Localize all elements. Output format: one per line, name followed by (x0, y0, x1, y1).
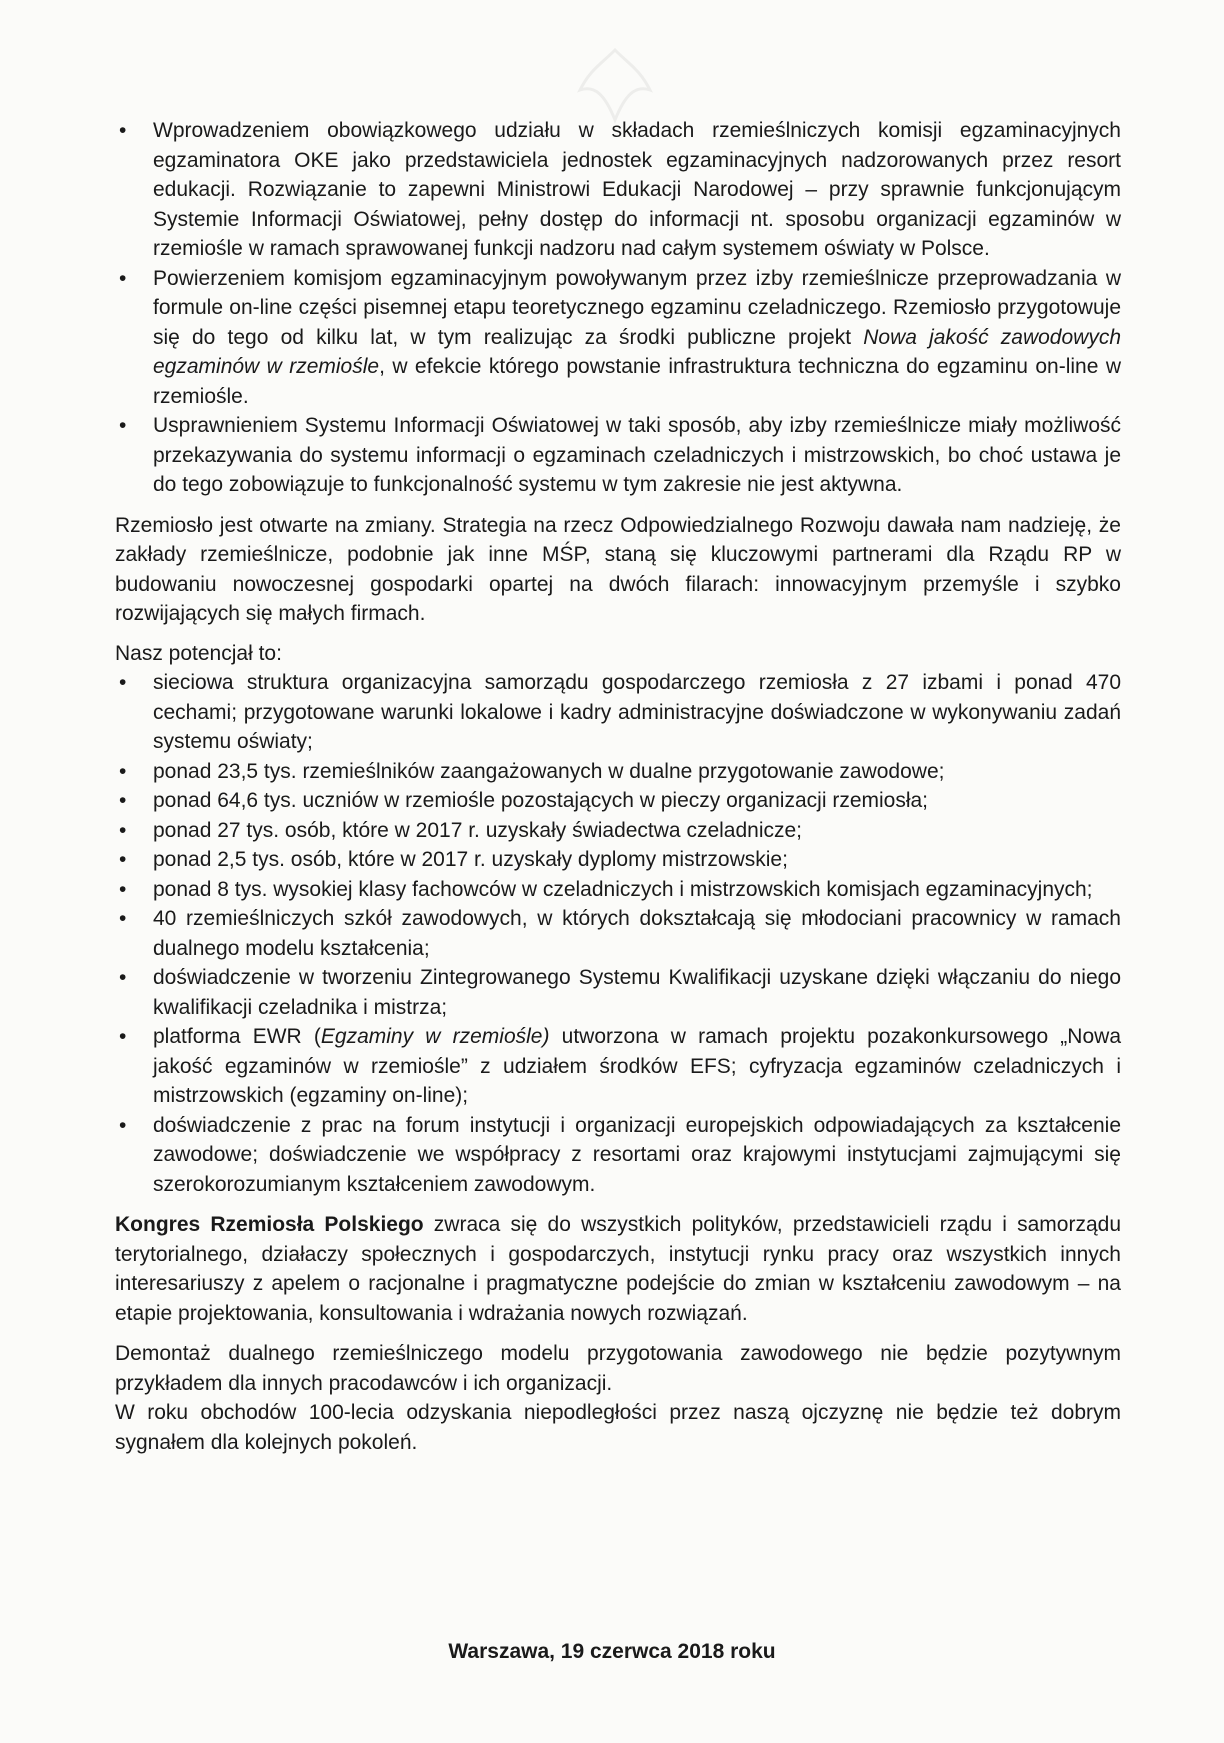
list-item-text: Usprawnieniem Systemu Informacji Oświatowej w taki sposób, aby izby rzemieślnicze miały możliwość przekazywania do systemu informacji o egzaminach czeladniczych i mistrzowskich, bo choć ustawa je do tego zobowiązuje to funkcjonalność systemu w tym zakresie nie jest aktywna. (153, 414, 1121, 496)
closing-paragraph-1: Demontaż dualnego rzemieślniczego modelu przygotowania zawodowego nie będzie pozytywnym przykładem dla innych pracodawców i ich organizacji. (115, 1342, 1121, 1395)
list-item-text: ponad 27 tys. osób, które w 2017 r. uzyskały świadectwa czeladnicze; (153, 818, 803, 842)
list-item (115, 786, 1121, 816)
appeal-text: zwraca się do wszystkich polityków, przedstawicieli rządu i samorządu terytorialnego, działaczy społecznych i gospodarczych, instytucji rynku pracy oraz wszystkich innych interesariuszy z apelem o racjonalne i pragmatyczne podejście do zmian w kształceniu zawodowym – na etapie projektowania, konsultowania i wdrażania nowych rozwiązań. (115, 1213, 1122, 1325)
list-item (115, 411, 1121, 500)
list-item-text: sieciowa struktura organizacyjna samorządu gospodarczego rzemiosła z 27 izbami i ponad 470 cechami; przygotowane warunki lokalowe i kadry administracyjne doświadczone w wykonywaniu zadań systemu oświaty; (153, 671, 1121, 753)
list-item-text: 40 rzemieślniczych szkół zawodowych, w których dokształcają się młodociani pracownicy w ramach dualnego modelu kształcenia; (153, 907, 1121, 960)
list-item (115, 845, 1121, 875)
list-item-text: doświadczenie w tworzeniu Zintegrowanego Systemu Kwalifikacji uzyskane dzięki włączaniu do niego kwalifikacji czeladnika i mistrza; (153, 966, 1121, 1019)
measures-list (115, 116, 1121, 500)
list-item (115, 875, 1121, 905)
place-date-line: Warszawa, 19 czerwca 2018 roku (448, 1640, 776, 1663)
closing-paragraph-2: W roku obchodów 100-lecia odzyskania niepodległości przez naszą ojczyznę nie będzie też dobrym sygnałem dla kolejnych pokoleń. (115, 1401, 1121, 1454)
list-item (115, 1022, 1121, 1111)
list-item-text: ponad 23,5 tys. rzemieślników zaangażowanych w dualne przygotowanie zawodowe; (153, 759, 945, 783)
document-body (115, 116, 1121, 1457)
potential-list (115, 668, 1121, 1199)
project-title-italic: Nowa jakość zawodowych egzaminów w rzemiośle (153, 325, 1121, 378)
openness-paragraph: Rzemiosło jest otwarte na zmiany. Strategia na rzecz Odpowiedzialnego Rozwoju dawała nam nadzieję, że zakłady rzemieślnicze, podobnie jak inne MŚP, staną się kluczowymi partnerami dla Rządu RP w budowaniu nowoczesnej gospodarki opartej na dwóch filarach: innowacyjnym przemyśle i szybko rozwijających się małych firmach. (115, 513, 1121, 625)
list-item-text: doświadczenie z prac na forum instytucji i organizacji europejskich odpowiadających za kształcenie zawodowe; doświadczenie we współpracy z resortami oraz krajowymi instytucjami zajmującymi się szerokorozumianym kształceniem zawodowym. (153, 1113, 1121, 1196)
list-item-text: Powierzeniem komisjom egzaminacyjnym powoływanym przez izby rzemieślnicze przeprowadzania w formule on-line części pisemnej etapu teoretycznego egzaminu czeladniczego. Rzemiosło przygotowuje się do tego od kilku lat, w tym realizując za środki publiczne projekt (153, 266, 1121, 349)
list-item (115, 757, 1121, 787)
list-item (115, 816, 1121, 846)
appeal-paragraph (115, 1210, 1121, 1328)
list-item-text: platforma EWR ( (153, 1025, 321, 1048)
potential-label: Nasz potencjał to: (115, 641, 282, 665)
list-item-text: ponad 2,5 tys. osób, które w 2017 r. uzyskały dyplomy mistrzowskie; (153, 848, 788, 871)
list-item (115, 116, 1121, 264)
list-item-text: ponad 8 tys. wysokiej klasy fachowców w czeladniczych i mistrzowskich komisjach egzaminacyjnych; (153, 877, 1093, 901)
list-item (115, 963, 1121, 1022)
list-item-text: ponad 64,6 tys. uczniów w rzemiośle pozostających w pieczy organizacji rzemiosła; (153, 789, 929, 812)
list-item-text: Wprowadzeniem obowiązkowego udziału w składach rzemieślniczych komisji egzaminacyjnych egzaminatora OKE jako przedstawiciela jednostek egzaminacyjnych nadzorowanych przez resort edukacji. Rozwiązanie to zapewni Ministrowi Edukacji Narodowej – przy sprawnie funkcjonującym Systemie Informacji Oświatowej, pełny dostęp do informacji nt. sposobu organizacji egzaminów w rzemiośle w ramach sprawowanej funkcji nadzoru nad całym systemem oświaty w Polsce. (153, 119, 1121, 260)
list-item-text: utworzona w ramach projektu pozakonkursowego „Nowa jakość egzaminów w rzemiośle” z udziałem środków EFS; cyfryzacja egzaminów czeladniczych i mistrzowskich (egzaminy on-line); (153, 1025, 1121, 1107)
congress-name: Kongres Rzemiosła Polskiego (115, 1213, 424, 1236)
list-item (115, 904, 1121, 963)
list-item-text: , w efekcie którego powstanie infrastruktura techniczna do egzaminu on-line w rzemiośle. (153, 355, 1121, 408)
list-item (115, 264, 1121, 412)
platform-name-italic: Egzaminy w rzemiośle) (320, 1025, 550, 1048)
list-item (115, 668, 1121, 757)
list-item (115, 1111, 1121, 1200)
